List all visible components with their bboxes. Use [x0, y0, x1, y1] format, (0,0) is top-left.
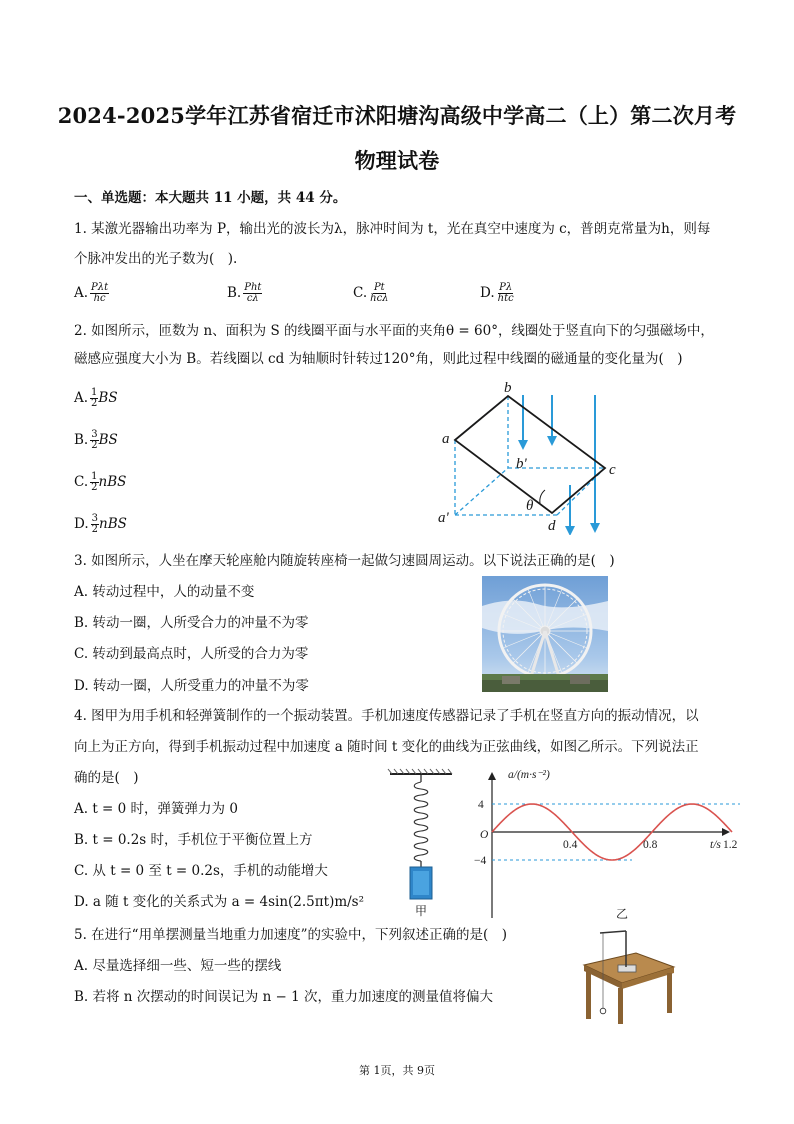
q2-option-d: D. $\frac{3}{2}$ nBS: [74, 513, 127, 535]
q3-option-a: A. 转动过程中，人的动量不变: [74, 584, 255, 600]
q1-option-a: A. $\frac{\text{Pλt}}{hc}$: [74, 282, 109, 304]
label-a: a: [442, 431, 450, 447]
label-c: c: [609, 462, 616, 478]
q2-text-line2: 磁感应强度大小为 B。若线圈以 cd 为轴顺时针转过120°角，则此过程中线圈的磁通量的变化量为( ): [74, 351, 683, 367]
y-tick-neg4: −4: [474, 855, 487, 867]
figure-yi-label: 乙: [616, 907, 629, 921]
q3-option-b: B. 转动一圈，人所受合力的冲量不为零: [74, 615, 309, 631]
q5-option-b: B. 若将 n 次摆动的时间误记为 n − 1 次，重力加速度的测量值将偏大: [74, 989, 494, 1005]
theta-arc: [540, 490, 545, 503]
q1-option-d: D. $\frac{P\lambda}{\text{htc}}$: [480, 282, 514, 304]
q2-option-c: C. $\frac{1}{2}$ nBS: [74, 471, 127, 493]
page-footer: 第 1页，共 9页: [359, 1064, 435, 1077]
q3-option-d: D. 转动一圈，人所受重力的冲量不为零: [74, 678, 309, 694]
x-tick-0.4: 0.4: [563, 839, 578, 851]
acceleration-time-chart: [470, 768, 740, 928]
pendulum-table-figure: [578, 925, 678, 1025]
q3-option-c: C. 转动到最高点时，人所受的合力为零: [74, 646, 309, 662]
label-d: d: [548, 518, 556, 534]
x-axis-label: t/s: [710, 839, 721, 851]
q4-text-line3: 确的是( ): [74, 770, 139, 786]
q4-option-a: A. t = 0 时，弹簧弹力为 0: [74, 801, 238, 817]
q4-text-line2: 向上为正方向，得到手机振动过程中加速度 a 随时间 t 变化的曲线为正弦曲线，如图乙所示。下列说法正: [74, 739, 699, 755]
q1-text-line2: 个脉冲发出的光子数为( ).: [74, 251, 238, 267]
q1-text-line1: 1. 某激光器输出功率为 P，输出光的波长为λ，脉冲时间为 t，光在真空中速度为 c，普朗克常量为h，则每: [74, 221, 711, 237]
label-a-prime: a': [438, 510, 449, 526]
x-tick-1.2: 1.2: [723, 839, 738, 851]
section-heading: 一、单选题：本大题共 11 小题，共 44 分。: [74, 190, 347, 206]
figure-jia-label: 甲: [415, 904, 428, 918]
q4-option-d: D. a 随 t 变化的关系式为 a = 4sin(2.5πt)m/s²: [74, 894, 365, 910]
exam-title-line1: 2024-2025学年江苏省宿迁市沭阳塘沟高级中学高二（上）第二次月考: [57, 103, 737, 128]
spring-phone-figure: [382, 768, 462, 918]
q2-option-a: A. $\frac{1}{2}$ BS: [74, 387, 118, 409]
q5-option-a: A. 尽量选择细一些、短一些的摆线: [74, 958, 282, 974]
origin-label: O: [480, 829, 489, 841]
chart-axes: [488, 772, 730, 918]
label-b-prime: b': [516, 456, 527, 472]
x-tick-0.8: 0.8: [643, 839, 658, 851]
label-b: b: [504, 380, 512, 396]
exam-title-line2: 物理试卷: [354, 148, 440, 173]
q2-text-line1: 2. 如图所示，匝数为 n、面积为 S 的线圈平面与水平面的夹角θ = 60°，线圈处于竖直向下的匀强磁场中，: [74, 323, 714, 339]
q2-option-b: B. $\frac{3}{2}$ BS: [74, 429, 118, 451]
q3-text-line1: 3. 如图所示，人坐在摩天轮座舱内随旋转座椅一起做匀速圆周运动。以下说法正确的是( ): [74, 553, 615, 569]
label-theta: θ: [526, 498, 534, 514]
q1-option-b: B. $\frac{\text{Pht}}{c\lambda}$: [227, 282, 262, 304]
q4-option-b: B. t = 0.2s 时，手机位于平衡位置上方: [74, 832, 313, 848]
ferris-wheel-photo: [482, 576, 608, 692]
q4-option-c: C. 从 t = 0 至 t = 0.2s，手机的动能增大: [74, 863, 328, 879]
q1-option-c: C. $\frac{Pt}{\text{hcλ}}$: [353, 282, 389, 304]
q5-text-line1: 5. 在进行“用单摆测量当地重力加速度”的实验中，下列叙述正确的是( ): [74, 927, 508, 943]
y-tick-4: 4: [478, 799, 484, 811]
q4-text-line1: 4. 图甲为用手机和轻弹簧制作的一个振动装置。手机加速度传感器记录了手机在竖直方向的振动情况，以: [74, 708, 699, 724]
coil-magnetic-field-figure: [430, 380, 630, 535]
y-axis-label: a/(m·s⁻²): [508, 769, 550, 781]
